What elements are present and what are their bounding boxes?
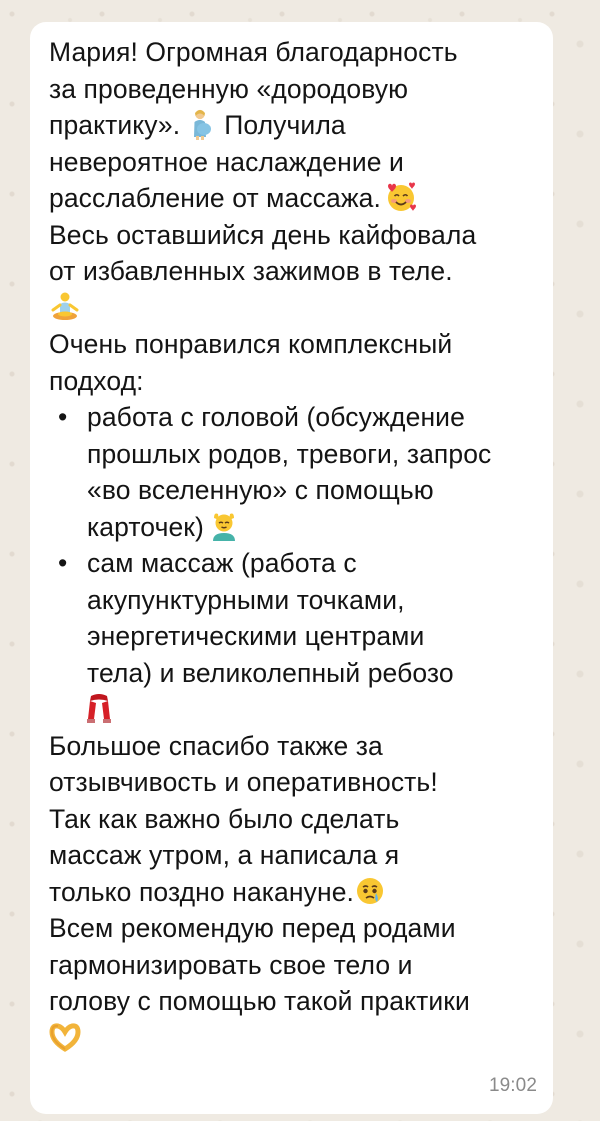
message-text: только поздно накануне. bbox=[49, 876, 355, 907]
message-bubble[interactable] bbox=[30, 22, 553, 1114]
message-line: Так как важно было сделать bbox=[49, 803, 400, 834]
message-line: энергетическими центрами bbox=[87, 621, 425, 651]
bullet-marker: • bbox=[58, 402, 68, 432]
message-timestamp: 19:02 bbox=[488, 1074, 537, 1096]
message-text: карточек) bbox=[87, 511, 204, 542]
message-line: Весь оставшийся день кайфовала bbox=[49, 219, 477, 250]
message-paragraph-approach bbox=[49, 326, 533, 399]
pregnant-woman-icon bbox=[184, 108, 216, 140]
smiling-face-with-hearts-icon bbox=[385, 181, 417, 213]
message-text: Получила bbox=[224, 110, 346, 140]
message-line: «во вселенную» с помощью bbox=[87, 475, 434, 505]
message-paragraph-gratitude bbox=[49, 34, 533, 326]
message-line: тела) и великолепный ребозо bbox=[87, 657, 454, 688]
bullet-marker: • bbox=[58, 548, 68, 578]
message-text: расслабление от массажа. bbox=[49, 183, 381, 213]
bullet-item-head-work bbox=[49, 399, 533, 545]
message-line: за проведенную «дородовую bbox=[49, 73, 409, 104]
message-line: Очень понравился комплексный bbox=[49, 329, 453, 359]
message-line: отзывчивость и оперативность! bbox=[49, 767, 438, 797]
message-line bbox=[87, 509, 533, 546]
message-line: сам массаж (работа с bbox=[87, 548, 357, 578]
message-line: подход: bbox=[49, 365, 144, 396]
message-line bbox=[49, 290, 533, 327]
message-line bbox=[49, 1020, 533, 1057]
message-line: акупунктурными точками, bbox=[87, 584, 405, 615]
message-line: невероятное наслаждение и bbox=[49, 146, 404, 177]
message-paragraph-thanks bbox=[49, 728, 533, 911]
message-line: голову с помощью такой практики bbox=[49, 986, 470, 1016]
heart-hands-icon bbox=[49, 1021, 81, 1053]
message-paragraph-recommendation bbox=[49, 910, 533, 1056]
message-line: Большое спасибо также за bbox=[49, 730, 383, 761]
message-text: практику». bbox=[49, 110, 181, 140]
message-line: от избавленных зажимов в теле. bbox=[49, 256, 453, 286]
bullet-item-massage bbox=[49, 545, 533, 728]
message-line: Всем рекомендую перед родами bbox=[49, 913, 456, 943]
message-line bbox=[49, 874, 533, 911]
message-line: прошлых родов, тревоги, запрос bbox=[87, 438, 492, 469]
bullet-list bbox=[49, 399, 533, 728]
message-line: работа с головой (обсуждение bbox=[87, 402, 465, 432]
message-line bbox=[49, 180, 533, 217]
message-line: гармонизировать свое тело и bbox=[49, 949, 413, 980]
scarf-icon bbox=[83, 692, 115, 724]
face-massage-icon bbox=[208, 510, 240, 542]
person-lotus-position-icon bbox=[49, 291, 81, 323]
message-line: массаж утром, а написала я bbox=[49, 840, 400, 870]
face-holding-back-tears-icon bbox=[354, 875, 386, 907]
message-line: Мария! Огромная благодарность bbox=[49, 37, 458, 67]
message-line bbox=[87, 691, 533, 728]
message-line bbox=[49, 107, 533, 144]
